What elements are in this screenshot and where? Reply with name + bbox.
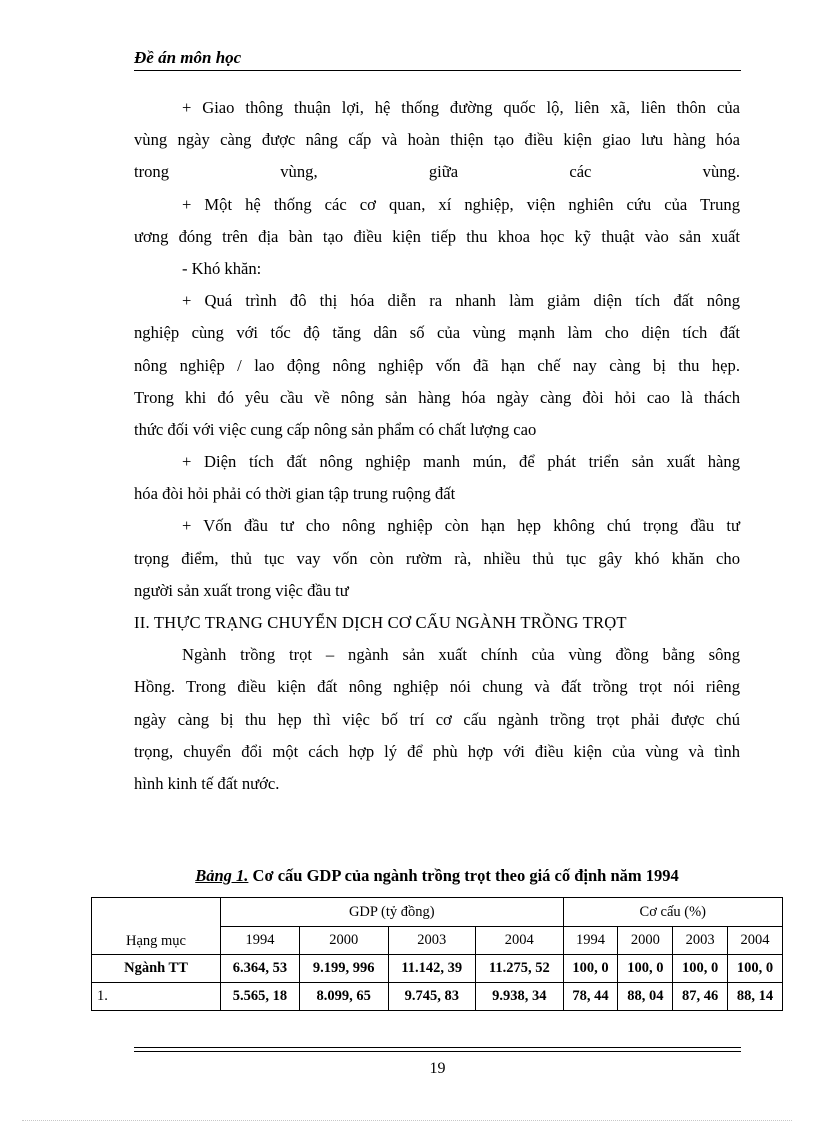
table-cell: 5.565, 18: [221, 983, 300, 1011]
section-heading: II. THỰC TRẠNG CHUYỂN DỊCH CƠ CẤU NGÀNH TRỒNG TRỌT: [134, 613, 627, 632]
text-line: hình kinh tế đất nước.: [134, 773, 280, 793]
text-line: + Giao thông thuận lợi, hệ thống đường quốc lộ, liên xã, liên thôn của: [182, 98, 740, 117]
text-line: nghiệp cùng với tốc độ tăng dân số của vùng mạnh làm cho diện tích đất: [134, 323, 740, 343]
table-cell: 88, 14: [728, 983, 783, 1011]
year-header: 1994: [221, 927, 300, 955]
year-header: 2000: [618, 927, 673, 955]
year-header: 2003: [673, 927, 728, 955]
table-cell: 100, 0: [618, 955, 673, 983]
body-text: [134, 92, 740, 800]
text-line: + Quá trình đô thị hóa diễn ra nhanh làm giảm diện tích đất nông: [182, 291, 740, 311]
table-cell: 87, 46: [673, 983, 728, 1011]
text-line: + Vốn đầu tư cho nông nghiệp còn hạn hẹp không chú trọng đầu tư: [182, 516, 740, 536]
table-caption-text: Cơ cấu GDP của ngành trồng trọt theo giá cố định năm 1994: [248, 866, 679, 885]
gdp-group-header: GDP (tỷ đồng): [221, 898, 564, 927]
text-line: ương đóng trên địa bàn tạo điều kiện tiếp thu khoa học kỹ thuật vào sản xuất: [134, 226, 740, 246]
text-line: trọng, chuyển đổi một cách hợp lý để phù hợp với điều kiện của vùng và tình: [134, 741, 740, 761]
year-header: 2003: [388, 927, 476, 955]
table-caption-label: Bảng 1.: [195, 866, 249, 885]
page-number: 19: [429, 1060, 446, 1077]
footer-rule: [134, 1051, 741, 1052]
table-cell: 11.275, 52: [476, 955, 564, 983]
year-header: 1994: [563, 927, 618, 955]
row-label: 1.: [92, 983, 221, 1011]
table-cell: 6.364, 53: [221, 955, 300, 983]
table-caption: [134, 866, 740, 886]
text-line: Ngành trồng trọt – ngành sản xuất chính của vùng đồng bằng sông: [182, 645, 740, 665]
gdp-table: [91, 897, 783, 1011]
row-label: Ngành TT: [92, 955, 221, 983]
table-header-row: [92, 898, 783, 927]
text-line: Trong khi đó yêu cầu về nông sản hàng hóa ngày càng đòi hỏi cao là thách: [134, 387, 740, 407]
structure-group-header: Cơ cấu (%): [563, 898, 782, 927]
table-cell: 9.745, 83: [388, 983, 476, 1011]
text-line: người sản xuất trong việc đầu tư: [134, 580, 349, 600]
table-cell: 100, 0: [563, 955, 618, 983]
page-edge-divider: [22, 1120, 792, 1121]
table-cell: 88, 04: [618, 983, 673, 1011]
page-header-title: Đề án môn học: [134, 48, 741, 71]
text-line: nông nghiệp / lao động nông nghiệp vốn đã hạn chế nay càng bị thu hẹp.: [134, 355, 740, 375]
table-cell: 11.142, 39: [388, 955, 476, 983]
table-row: [92, 955, 783, 983]
table-row: [92, 983, 783, 1011]
text-line: ngày càng bị thu hẹp thì việc bố trí cơ cấu ngành trồng trọt phải được chú: [134, 709, 740, 729]
text-line: thức đối với việc cung cấp nông sản phẩm có chất lượng cao: [134, 419, 537, 439]
table-cell: 9.938, 34: [476, 983, 564, 1011]
table-cell: 9.199, 996: [299, 955, 388, 983]
table-cell: 100, 0: [673, 955, 728, 983]
table-cell: 78, 44: [563, 983, 618, 1011]
footer-rule: [134, 1047, 741, 1048]
text-line: + Diện tích đất nông nghiệp manh mún, để phát triển sản xuất hàng: [182, 452, 740, 472]
text-line: + Một hệ thống các cơ quan, xí nghiệp, viện nghiên cứu của Trung: [182, 194, 740, 214]
text-line: - Khó khăn:: [182, 258, 262, 278]
text-line: trong vùng, giữa các vùng.: [134, 162, 740, 182]
text-line: hóa đòi hỏi phải có thời gian tập trung ruộng đất: [134, 484, 456, 504]
text-line: vùng ngày càng được nâng cấp và hoàn thiện tạo điều kiện giao lưu hàng hóa: [134, 130, 740, 150]
year-header: 2004: [728, 927, 783, 955]
text-line: trọng điểm, thủ tục vay vốn còn rườm rà, nhiều thủ tục gây khó khăn cho: [134, 548, 740, 568]
category-header: Hạng mục: [92, 898, 221, 955]
table-cell: 8.099, 65: [299, 983, 388, 1011]
text-line: Hồng. Trong điều kiện đất nông nghiệp nói chung và đất trồng trọt nói riêng: [134, 677, 740, 697]
table-cell: 100, 0: [728, 955, 783, 983]
year-header: 2000: [299, 927, 388, 955]
year-header: 2004: [476, 927, 564, 955]
